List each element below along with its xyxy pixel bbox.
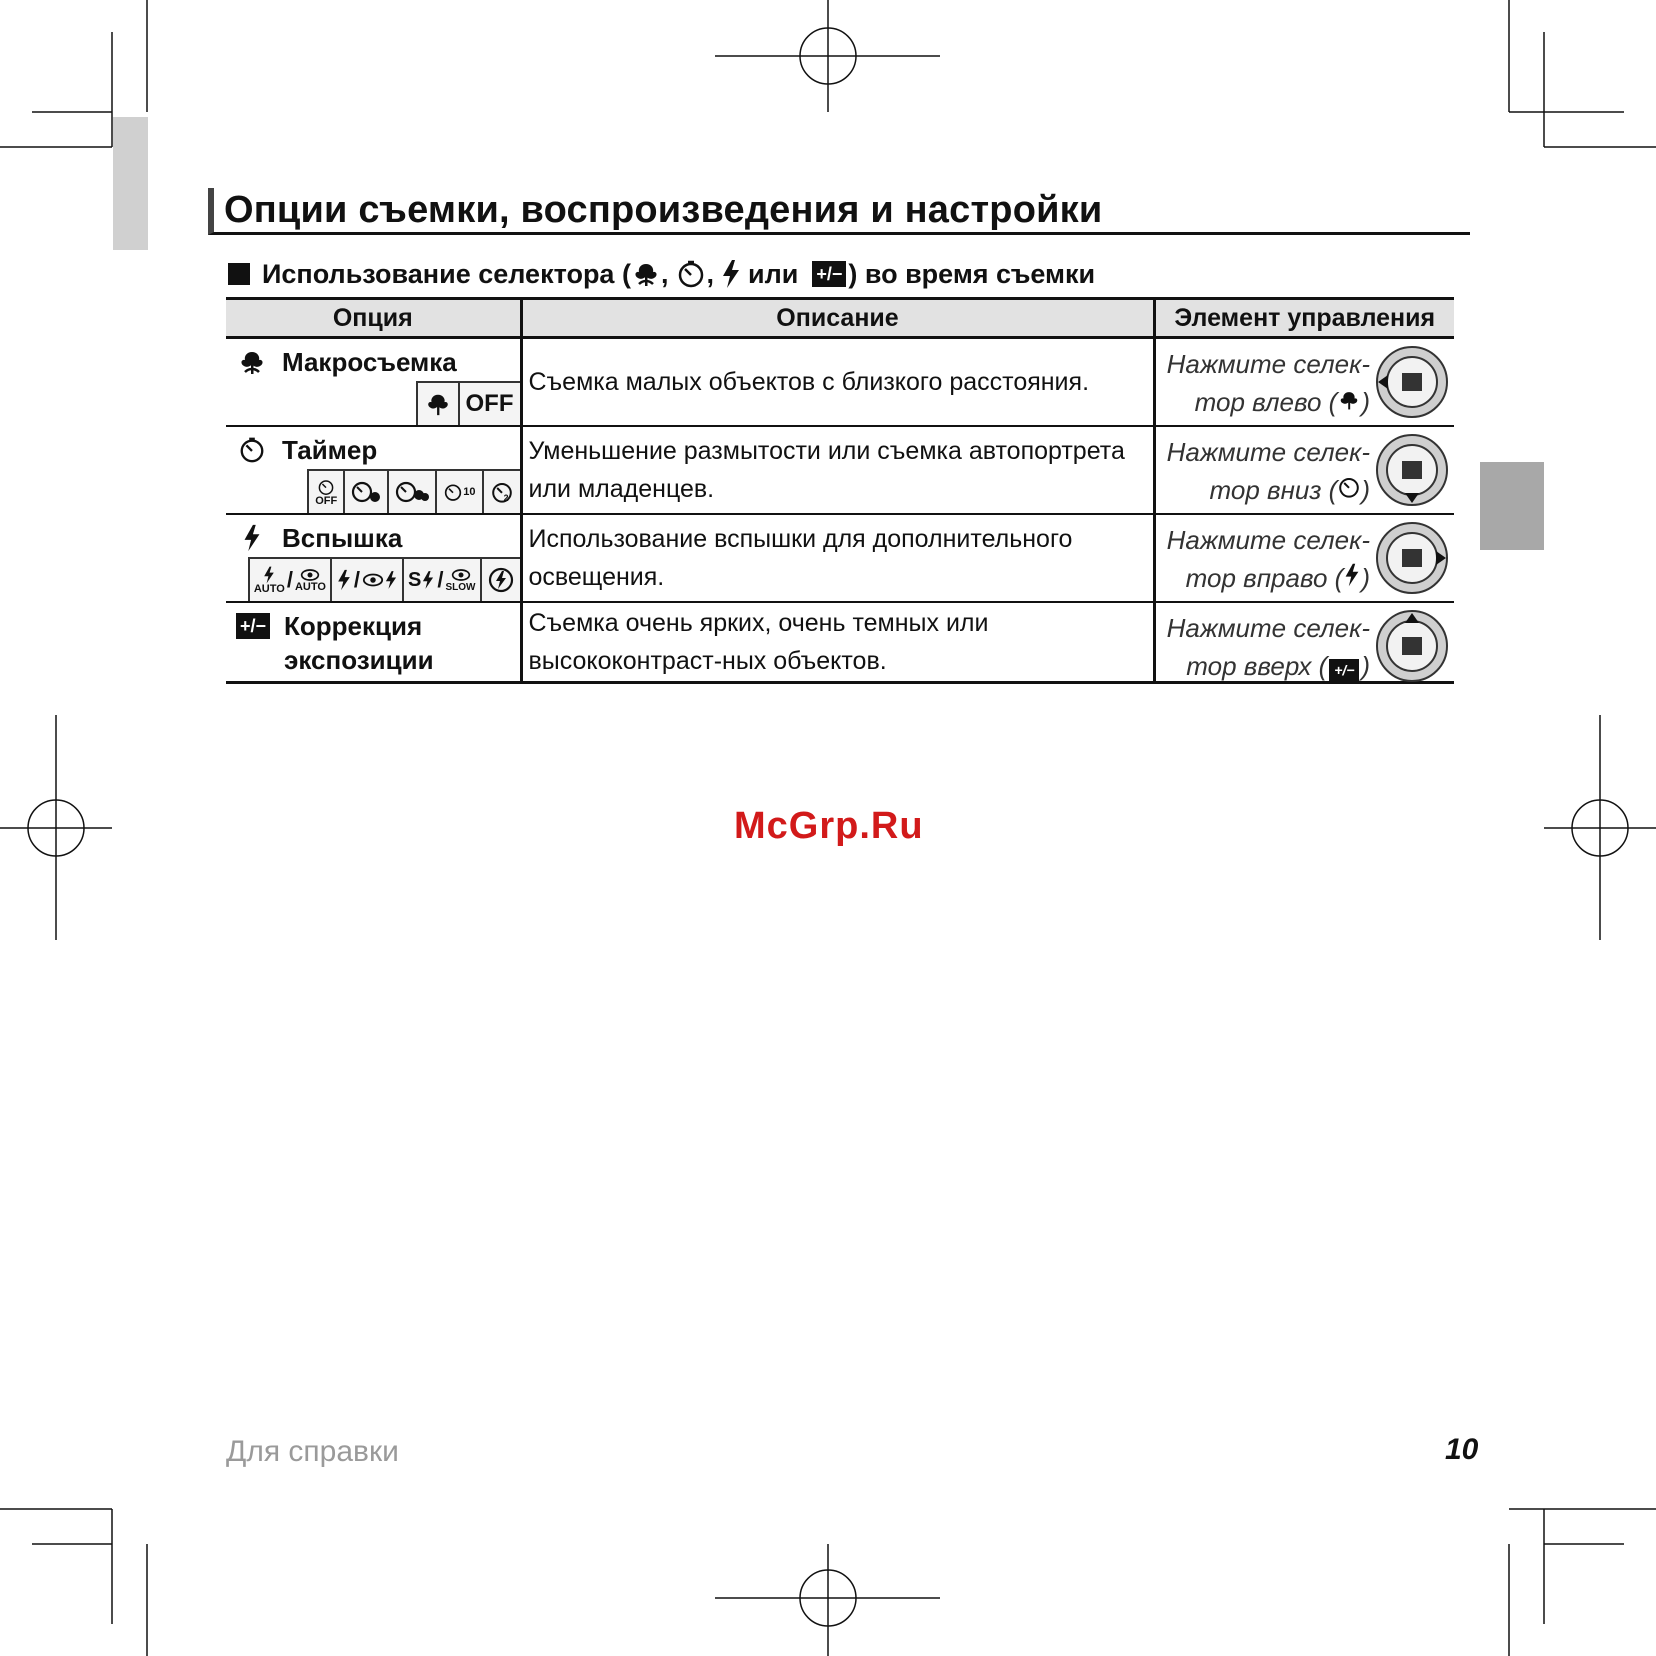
exposure-icon: +/− bbox=[1329, 659, 1359, 681]
flash-auto-icon: AUTO / AUTO bbox=[250, 559, 332, 601]
option-name: Макросъемка bbox=[282, 347, 457, 377]
timer-2-icon bbox=[484, 471, 520, 513]
timer-off-icon: OFF bbox=[309, 471, 345, 513]
option-name: Таймер bbox=[282, 435, 378, 465]
selector-dial-up-icon bbox=[1374, 609, 1450, 683]
timer-10-icon: 10 bbox=[437, 471, 483, 513]
option-description: Использование вспышки для дополнительного освещения. bbox=[521, 514, 1154, 602]
flash-icon bbox=[1343, 563, 1361, 587]
flash-icon bbox=[236, 524, 268, 552]
thumb-tab-right bbox=[1480, 462, 1544, 550]
exposure-icon: +/− bbox=[812, 261, 846, 287]
thumb-tab-left bbox=[113, 117, 148, 250]
section-sep: , bbox=[706, 259, 714, 289]
option-description: Съемка очень ярких, очень темных или высококонтраст-ных объектов. bbox=[521, 602, 1154, 683]
section-sep: , bbox=[660, 259, 669, 289]
macro-on-icon bbox=[418, 383, 460, 425]
table-row bbox=[226, 602, 1454, 683]
table-row bbox=[226, 338, 1454, 427]
section-or: или bbox=[747, 259, 799, 289]
header-option: Опция bbox=[226, 299, 521, 338]
timer-smile-icon bbox=[345, 471, 389, 513]
header-description: Описание bbox=[521, 299, 1154, 338]
timer-icon bbox=[1337, 475, 1361, 499]
control-instruction: Нажмите селек- тор влево ( ) bbox=[1166, 349, 1370, 417]
timer-icon bbox=[236, 436, 268, 464]
macro-settings bbox=[416, 381, 520, 425]
control-instruction: Нажмите селек- тор вправо ( ) bbox=[1166, 525, 1370, 593]
table-row bbox=[226, 514, 1454, 602]
selector-dial-down-icon bbox=[1374, 433, 1450, 507]
macro-icon bbox=[631, 260, 661, 288]
footer-section-label: Для справки bbox=[226, 1435, 399, 1468]
section-prefix: Использование селектора ( bbox=[262, 259, 631, 289]
option-description: Съемка малых объектов с близкого расстояния. bbox=[521, 338, 1154, 427]
flash-off-icon bbox=[482, 559, 520, 601]
macro-icon bbox=[1337, 389, 1361, 411]
timer-icon bbox=[676, 259, 706, 289]
flash-slow-icon: S / SLOW bbox=[404, 559, 481, 601]
timer-group-icon bbox=[389, 471, 437, 513]
macro-off-setting: OFF bbox=[465, 390, 514, 417]
section-suffix: ) во время съемки bbox=[848, 259, 1096, 289]
page-number: 10 bbox=[1445, 1433, 1479, 1466]
section-heading bbox=[228, 254, 1095, 294]
timer-settings bbox=[307, 469, 519, 513]
option-name: Вспышка bbox=[282, 523, 403, 553]
page-title: Опции съемки, воспроизведения и настройки bbox=[208, 188, 1470, 235]
control-instruction: Нажмите селек- тор вверх ( +/− ) bbox=[1166, 613, 1370, 681]
flash-icon bbox=[720, 259, 742, 289]
option-name: Коррекция экспозиции bbox=[284, 611, 434, 675]
svg-text:2: 2 bbox=[503, 492, 509, 503]
header-control: Элемент управления bbox=[1154, 299, 1454, 338]
options-table bbox=[226, 297, 1454, 684]
flash-forced-icon: / bbox=[332, 559, 404, 601]
exposure-icon: +/− bbox=[236, 613, 270, 639]
section-bullet bbox=[228, 263, 250, 285]
flash-settings bbox=[248, 557, 520, 601]
control-instruction: Нажмите селек- тор вниз ( ) bbox=[1166, 437, 1370, 505]
table-header-row bbox=[226, 299, 1454, 338]
watermark: McGrp.Ru bbox=[734, 805, 924, 847]
macro-icon bbox=[236, 348, 268, 376]
table-row bbox=[226, 426, 1454, 514]
option-description: Уменьшение размытости или съемка автопортрета или младенцев. bbox=[521, 426, 1154, 514]
selector-dial-right-icon bbox=[1374, 521, 1450, 595]
selector-dial-left-icon bbox=[1374, 345, 1450, 419]
